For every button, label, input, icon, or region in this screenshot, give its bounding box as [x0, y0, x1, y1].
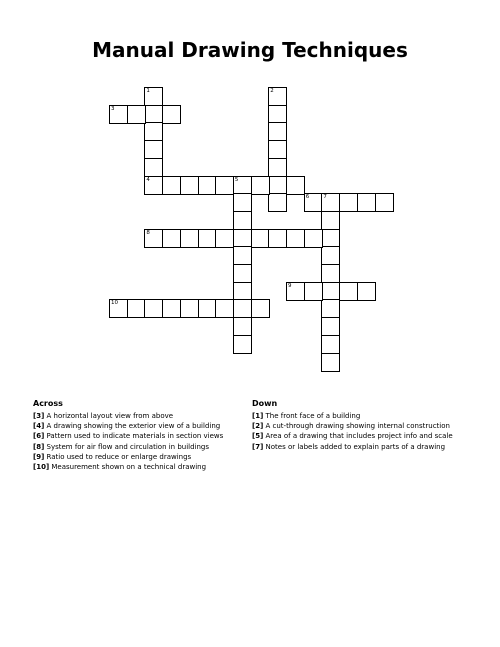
- grid-cell[interactable]: [162, 176, 181, 195]
- grid-cell[interactable]: [233, 317, 252, 336]
- grid-cell[interactable]: [321, 246, 340, 265]
- grid-cell[interactable]: [144, 87, 163, 106]
- grid-cell[interactable]: [144, 176, 163, 195]
- grid-cell[interactable]: [144, 299, 163, 318]
- down-clue-list: [252, 411, 453, 452]
- clue-number: [9]: [33, 452, 45, 461]
- grid-cell[interactable]: [162, 229, 181, 248]
- grid-cell[interactable]: [375, 193, 394, 212]
- grid-cell[interactable]: [198, 299, 217, 318]
- clue-text: Area of a drawing that includes project info and scale: [263, 432, 453, 441]
- grid-cell[interactable]: [321, 211, 340, 230]
- puzzle-title: Manual Drawing Techniques: [92, 38, 408, 62]
- grid-cell[interactable]: [144, 229, 163, 248]
- clue-number: [4]: [33, 422, 45, 431]
- grid-cell[interactable]: [144, 140, 163, 159]
- grid-cell[interactable]: [268, 176, 287, 195]
- grid-cell[interactable]: [127, 299, 146, 318]
- grid-cell[interactable]: [198, 176, 217, 195]
- grid-cell[interactable]: [321, 317, 340, 336]
- clue-text: The front face of a building: [263, 412, 361, 420]
- grid-cell[interactable]: [109, 299, 128, 318]
- grid-cell[interactable]: [233, 299, 252, 318]
- clue-number: [6]: [33, 432, 45, 441]
- clue-text: Measurement shown on a technical drawing: [49, 463, 207, 472]
- grid-cell[interactable]: [268, 122, 287, 141]
- grid-cell[interactable]: [180, 229, 199, 248]
- clue-text: A cut-through drawing showing internal construction: [263, 422, 450, 431]
- grid-cell[interactable]: [339, 282, 358, 301]
- grid-cell[interactable]: [268, 229, 287, 248]
- grid-cell[interactable]: [268, 193, 287, 212]
- clue-text: Pattern used to indicate materials in section views: [44, 432, 224, 441]
- grid-cell[interactable]: [268, 158, 287, 177]
- across-clue-list: [33, 411, 223, 472]
- grid-cell[interactable]: [233, 229, 252, 248]
- grid-cell[interactable]: [321, 193, 340, 212]
- cell-number: 4: [146, 176, 150, 183]
- grid-cell[interactable]: [304, 229, 323, 248]
- grid-cell[interactable]: [321, 335, 340, 354]
- grid-cell[interactable]: [268, 105, 287, 124]
- grid-cell[interactable]: [198, 229, 217, 248]
- grid-cell[interactable]: [251, 229, 270, 248]
- grid-cell[interactable]: [251, 176, 270, 195]
- grid-cell[interactable]: [321, 353, 340, 372]
- clue-number: [3]: [33, 412, 45, 420]
- down-heading: Down: [252, 399, 278, 408]
- grid-cell[interactable]: [286, 229, 305, 248]
- down-clue: [252, 442, 453, 452]
- grid-cell[interactable]: [357, 193, 376, 212]
- grid-cell[interactable]: [162, 299, 181, 318]
- grid-cell[interactable]: [233, 282, 252, 301]
- clue-text: A drawing showing the exterior view of a building: [44, 422, 221, 431]
- across-heading: Across: [33, 399, 63, 408]
- cell-number: 2: [270, 88, 274, 94]
- grid-cell[interactable]: [144, 122, 163, 141]
- grid-cell[interactable]: [215, 176, 234, 195]
- cell-number: 10: [111, 300, 118, 307]
- grid-cell[interactable]: [286, 282, 305, 301]
- clue-number: [5]: [252, 432, 264, 441]
- grid-cell[interactable]: [286, 176, 305, 195]
- grid-cell[interactable]: [233, 211, 252, 230]
- cell-number: 5: [234, 176, 239, 183]
- across-clue: [33, 462, 223, 472]
- grid-cell[interactable]: [251, 299, 270, 318]
- grid-cell[interactable]: [321, 299, 340, 318]
- cell-number: 6: [305, 194, 310, 201]
- across-clue: [33, 421, 223, 431]
- grid-cell[interactable]: [321, 282, 340, 301]
- down-clue: [252, 411, 453, 421]
- grid-cell[interactable]: [180, 299, 199, 318]
- clue-number: [10]: [33, 463, 50, 472]
- across-clue: [33, 411, 223, 421]
- clue-text: System for air flow and circulation in buildings: [44, 442, 210, 451]
- grid-cell[interactable]: [304, 282, 323, 301]
- grid-cell[interactable]: [268, 140, 287, 159]
- clue-text: A horizontal layout view from above: [44, 412, 174, 420]
- grid-cell[interactable]: [233, 176, 252, 195]
- clue-number: [8]: [33, 442, 45, 451]
- grid-cell[interactable]: [233, 335, 252, 354]
- grid-cell[interactable]: [233, 193, 252, 212]
- grid-cell[interactable]: [321, 264, 340, 283]
- grid-cell[interactable]: [357, 282, 376, 301]
- grid-cell[interactable]: [162, 105, 181, 124]
- cell-number: 9: [288, 282, 292, 289]
- clue-text: Notes or labels added to explain parts of a drawing: [263, 442, 446, 451]
- grid-cell[interactable]: [215, 299, 234, 318]
- cell-number: 8: [146, 229, 150, 236]
- grid-cell[interactable]: [127, 105, 146, 124]
- grid-cell[interactable]: [339, 193, 358, 212]
- cell-number: 7: [323, 194, 327, 201]
- across-clue: [33, 431, 223, 441]
- cell-number: 3: [111, 105, 115, 112]
- clue-text: Ratio used to reduce or enlarge drawings: [44, 452, 192, 461]
- grid-cell[interactable]: [233, 264, 252, 283]
- clue-number: [2]: [252, 422, 264, 431]
- down-clue: [252, 431, 453, 441]
- grid-cell[interactable]: [321, 229, 340, 248]
- grid-cell[interactable]: [109, 105, 128, 124]
- grid-cell[interactable]: [144, 158, 163, 177]
- clue-number: [7]: [252, 442, 264, 451]
- grid-cell[interactable]: [304, 193, 323, 212]
- grid-cell[interactable]: [144, 105, 163, 124]
- cell-number: 1: [146, 88, 150, 94]
- grid-cell[interactable]: [233, 246, 252, 265]
- down-clue: [252, 421, 453, 431]
- grid-cell[interactable]: [215, 229, 234, 248]
- across-clue: [33, 442, 223, 452]
- across-clue: [33, 452, 223, 462]
- clue-number: [1]: [252, 412, 264, 420]
- grid-cell[interactable]: [180, 176, 199, 195]
- grid-cell[interactable]: [268, 87, 287, 106]
